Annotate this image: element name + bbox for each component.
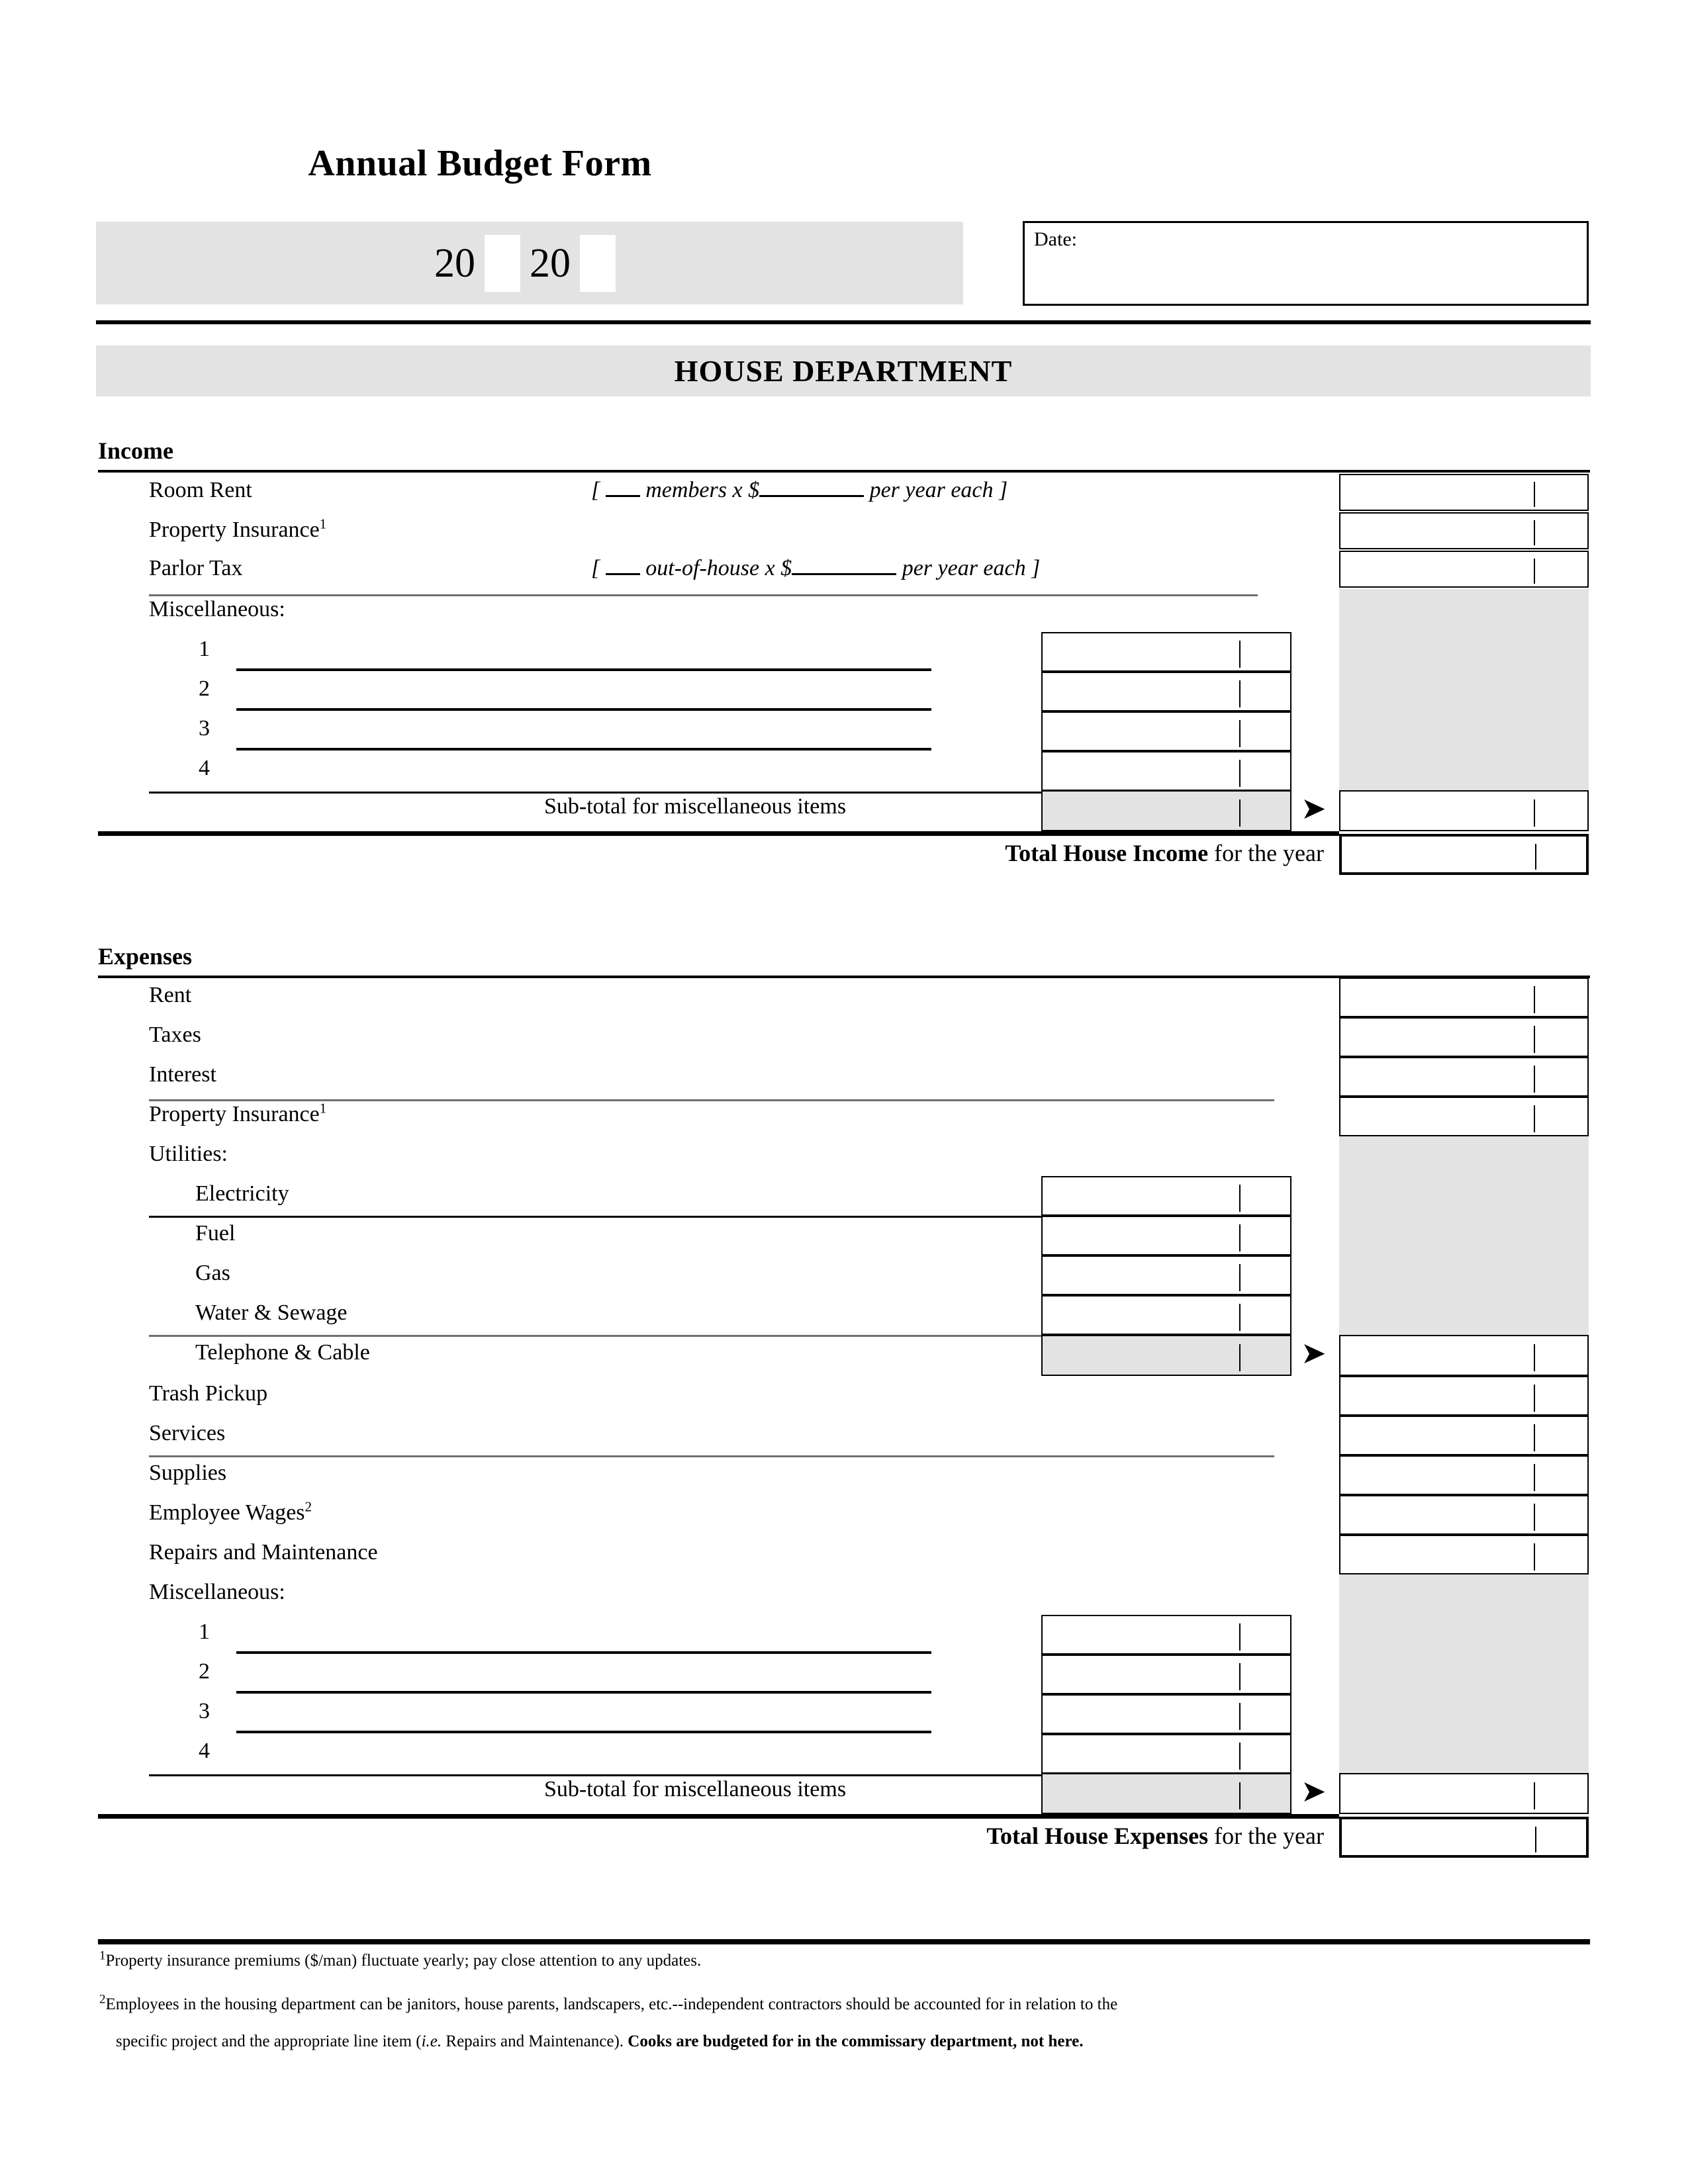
expenses-misc-amount-box-1[interactable] — [1041, 1615, 1291, 1655]
expenses-services-rule — [149, 1455, 1274, 1457]
expenses-subtotal-label: Sub-total for miscellaneous items — [544, 1777, 847, 1801]
footnote-2-text-b1: specific project and the appropriate line item ( — [116, 2032, 422, 2050]
income-misc-write-line-3[interactable] — [236, 748, 931, 751]
expenses-utility-box-gas[interactable] — [1041, 1255, 1291, 1295]
expenses-utility-label-fuel: Fuel — [195, 1221, 236, 1246]
expenses-subtotal-box[interactable] — [1041, 1773, 1291, 1814]
income-subtotal-label: Sub-total for miscellaneous items — [544, 794, 847, 819]
expenses-utilities-subtotal-box[interactable] — [1041, 1335, 1291, 1376]
year-prefix-1: 20 — [434, 240, 475, 286]
footnote-1-text: Property insurance premiums ($/man) fluctuate yearly; pay close attention to any updates. — [105, 1952, 702, 1970]
year-band — [96, 222, 963, 304]
expenses-row-label-property-insurance — [149, 1102, 326, 1127]
expenses-amount-box-repairs-maintenance[interactable] — [1339, 1535, 1589, 1574]
expenses-electricity-rule — [149, 1216, 1041, 1218]
expenses-misc-number-1: 1 — [199, 1619, 210, 1644]
expenses-misc-amount-box-4[interactable] — [1041, 1734, 1291, 1774]
footnote-2-text-line1: Employees in the housing department can be janitors, house parents, landscapers, etc.--independent contractors should be accounted for in relation to the — [105, 1995, 1118, 2013]
expenses-utility-label-gas: Gas — [195, 1261, 230, 1285]
income-formula-parlor-tax: [ out-of-house x $ per year each ] — [591, 556, 1041, 580]
footnote-2-continued — [116, 2029, 1589, 2055]
expenses-heading: Expenses — [98, 943, 193, 970]
income-row-label-room-rent: Room Rent — [149, 478, 252, 502]
expenses-amount-box-property-insurance[interactable] — [1339, 1097, 1589, 1136]
expenses-row-label-supplies: Supplies — [149, 1461, 227, 1485]
footnote-ref-2: 2 — [305, 1498, 312, 1515]
footnote-2-text-italic: i.e. — [421, 2032, 442, 2050]
date-box[interactable] — [1023, 221, 1589, 306]
department-banner — [96, 345, 1591, 396]
year-digit-field-1[interactable] — [485, 235, 520, 292]
income-misc-heading: Miscellaneous: — [149, 597, 285, 621]
expenses-amount-box-rent[interactable] — [1339, 978, 1589, 1017]
expenses-total-label-bold: Total House Expenses — [986, 1823, 1209, 1849]
expenses-utility-label-telephone-cable: Telephone & Cable — [195, 1340, 370, 1365]
expenses-row-label-repairs-maintenance: Repairs and Maintenance — [149, 1540, 378, 1565]
income-formula-room-rent: [ members x $ per year each ] — [591, 478, 1008, 502]
income-amount-box-property-insurance[interactable] — [1339, 512, 1589, 549]
income-subtotal-rule — [149, 792, 1041, 794]
footnote-2-text-bold: Cooks are budgeted for in the commissary department, not here. — [628, 2032, 1084, 2050]
date-label: Date: — [1034, 228, 1077, 250]
income-misc-write-line-2[interactable] — [236, 708, 931, 711]
income-row-text-property-insurance: Property Insurance — [149, 518, 320, 542]
income-subtotal-box[interactable] — [1041, 790, 1291, 831]
income-total-label — [794, 839, 1324, 867]
footnote-1 — [99, 1948, 1589, 1974]
expenses-utility-label-water-sewage: Water & Sewage — [195, 1300, 348, 1325]
expenses-interest-rule — [149, 1099, 1274, 1101]
footnote-ref-1: 1 — [319, 516, 327, 532]
income-top-rule — [98, 470, 1590, 473]
department-title: HOUSE DEPARTMENT — [674, 354, 1013, 388]
expenses-amount-box-interest[interactable] — [1339, 1057, 1589, 1097]
expenses-amount-box-taxes[interactable] — [1339, 1017, 1589, 1057]
expenses-misc-write-line-1[interactable] — [236, 1651, 931, 1654]
footnote-2-marker: 2 — [99, 1992, 106, 2007]
year-digit-field-2[interactable] — [580, 235, 616, 292]
expenses-row-label-trash-pickup: Trash Pickup — [149, 1381, 268, 1406]
footnote-2-text-b2: Repairs and Maintenance). — [442, 2032, 628, 2050]
expenses-misc-number-2: 2 — [199, 1659, 210, 1684]
expenses-utilities-heading: Utilities: — [149, 1142, 228, 1166]
income-total-box[interactable] — [1339, 834, 1589, 875]
expenses-misc-amount-box-2[interactable] — [1041, 1655, 1291, 1694]
expenses-amount-box-employee-wages[interactable] — [1339, 1495, 1589, 1535]
expenses-amount-box-supplies[interactable] — [1339, 1455, 1589, 1495]
expenses-misc-write-line-3[interactable] — [236, 1731, 931, 1733]
footnote-separator-rule — [98, 1939, 1590, 1944]
income-misc-number-4: 4 — [199, 756, 210, 780]
expenses-utility-label-electricity: Electricity — [195, 1181, 289, 1206]
income-row-label-property-insurance — [149, 518, 326, 543]
arrow-right-icon-expenses: ➤ — [1301, 1773, 1327, 1809]
expenses-utilities-outer-filler — [1339, 1136, 1589, 1337]
expenses-total-rule — [98, 1814, 1339, 1819]
income-misc-amount-box-2[interactable] — [1041, 672, 1291, 711]
expenses-row-text-property-insurance: Property Insurance — [149, 1102, 320, 1126]
expenses-row-text-employee-wages: Employee Wages — [149, 1500, 305, 1525]
expenses-row-label-taxes: Taxes — [149, 1023, 201, 1047]
income-amount-box-parlor-tax[interactable] — [1339, 551, 1589, 588]
income-misc-number-2: 2 — [199, 676, 210, 701]
income-misc-amount-box-4[interactable] — [1041, 751, 1291, 791]
income-misc-write-line-1[interactable] — [236, 668, 931, 671]
expenses-total-label-rest: for the year — [1208, 1823, 1324, 1849]
year-prefix-2: 20 — [530, 240, 571, 286]
expenses-misc-write-line-2[interactable] — [236, 1691, 931, 1694]
expenses-row-label-services: Services — [149, 1421, 226, 1445]
expenses-row-label-rent: Rent — [149, 983, 192, 1007]
arrow-right-icon: ➤ — [1301, 790, 1327, 826]
income-misc-number-1: 1 — [199, 637, 210, 661]
expenses-amount-box-trash-pickup[interactable] — [1339, 1376, 1589, 1416]
expenses-utility-box-fuel[interactable] — [1041, 1216, 1291, 1255]
income-misc-number-3: 3 — [199, 716, 210, 741]
income-row-label-parlor-tax: Parlor Tax — [149, 556, 243, 580]
expenses-row-label-interest: Interest — [149, 1062, 216, 1087]
income-total-label-bold: Total House Income — [1005, 840, 1209, 866]
expenses-total-box[interactable] — [1339, 1817, 1589, 1858]
income-outer-column-filler — [1339, 589, 1589, 794]
department-top-rule — [96, 320, 1591, 324]
expenses-subtotal-carry-box[interactable] — [1339, 1773, 1589, 1814]
income-heading: Income — [98, 437, 173, 464]
footnote-ref-1b: 1 — [319, 1100, 327, 1116]
income-amount-box-room-rent[interactable] — [1339, 474, 1589, 511]
income-parlor-rule — [149, 594, 1258, 596]
income-misc-amount-box-3[interactable] — [1041, 711, 1291, 751]
expenses-misc-outer-filler — [1339, 1574, 1589, 1787]
expenses-utility-box-water-sewage[interactable] — [1041, 1295, 1291, 1335]
expenses-misc-number-3: 3 — [199, 1699, 210, 1723]
expenses-misc-number-4: 4 — [199, 1739, 210, 1763]
income-subtotal-carry-box[interactable] — [1339, 790, 1589, 831]
page-title: Annual Budget Form — [308, 143, 652, 184]
income-total-label-rest: for the year — [1208, 840, 1324, 866]
expenses-subtotal-rule — [149, 1774, 1041, 1776]
income-total-rule — [98, 831, 1339, 836]
expenses-water-rule — [149, 1335, 1041, 1337]
expenses-misc-amount-box-3[interactable] — [1041, 1694, 1291, 1734]
expenses-amount-box-services[interactable] — [1339, 1416, 1589, 1455]
expenses-utility-box-electricity[interactable] — [1041, 1176, 1291, 1216]
footnote-1-marker: 1 — [99, 1948, 106, 1963]
expenses-utilities-carry-box[interactable] — [1339, 1335, 1589, 1376]
arrow-right-icon-utilities: ➤ — [1301, 1335, 1327, 1371]
expenses-row-label-employee-wages — [149, 1500, 312, 1525]
expenses-misc-heading: Miscellaneous: — [149, 1580, 285, 1604]
income-misc-amount-box-1[interactable] — [1041, 632, 1291, 672]
expenses-total-label — [761, 1822, 1324, 1850]
footnote-2 — [99, 1992, 1590, 2018]
